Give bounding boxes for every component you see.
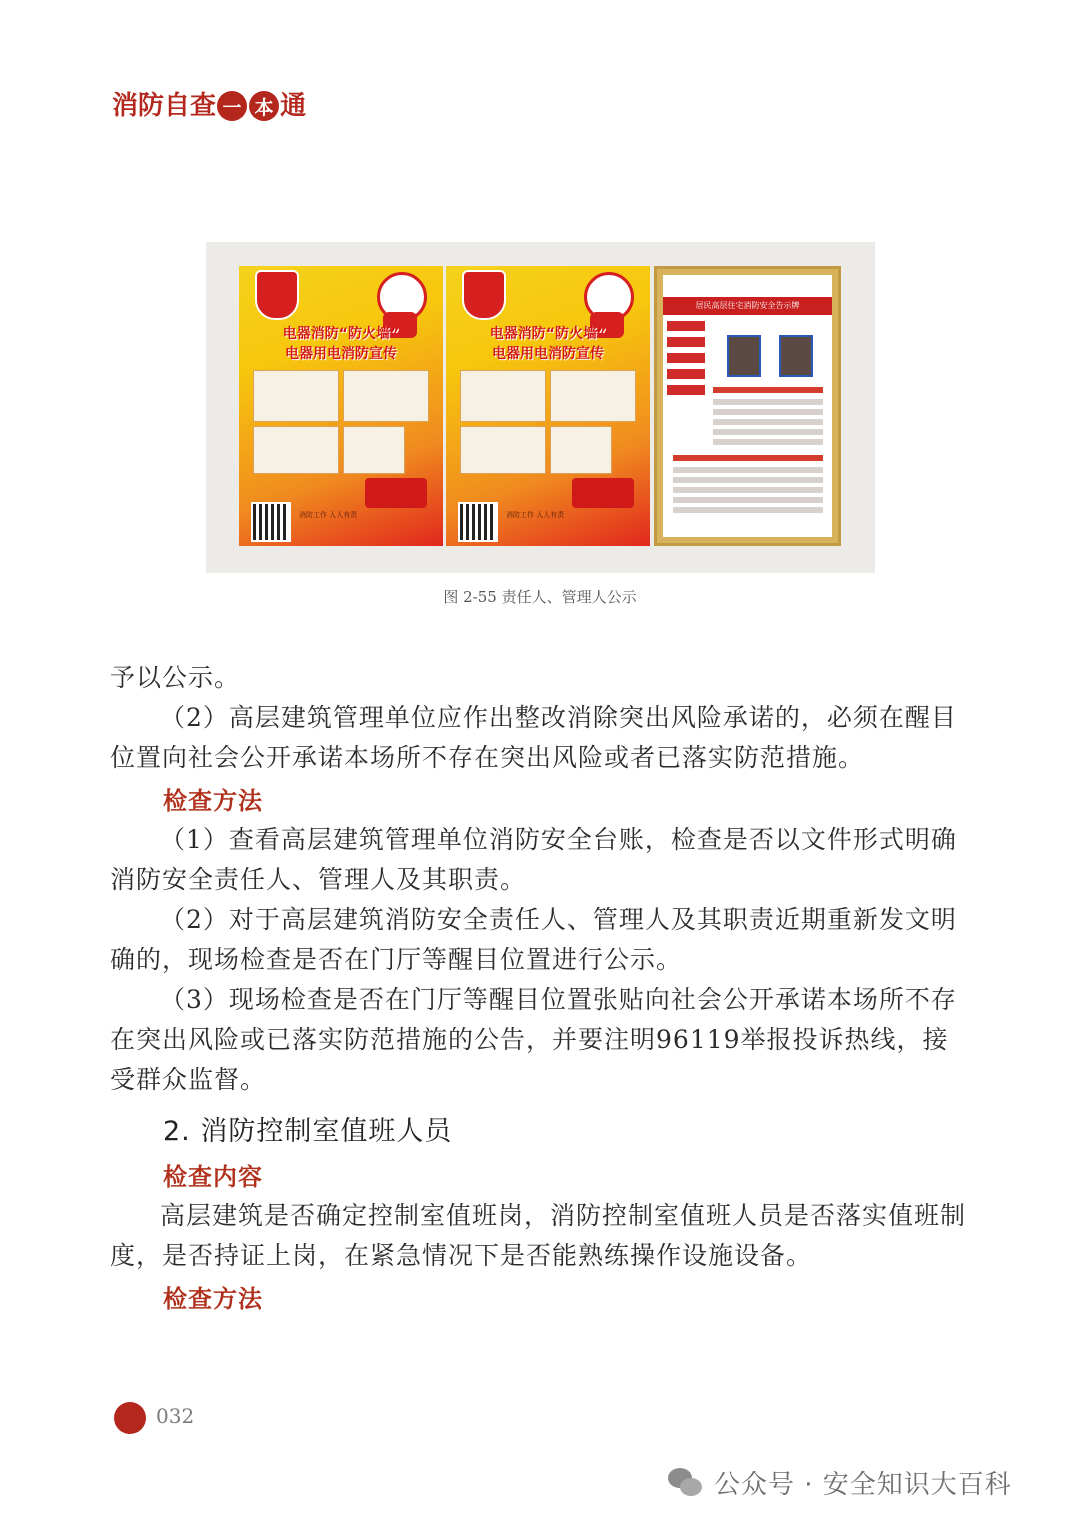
- board-text-line: [713, 409, 823, 415]
- board-text-line: [673, 497, 823, 503]
- book-title: [112, 90, 306, 122]
- poster-title-line2: 电器用电消防宣传: [285, 346, 397, 362]
- fire-poster: [239, 266, 443, 546]
- paragraph: （2）对于高层建筑消防安全责任人、管理人及其职责近期重新发文明确的，现场检查是否在门厅等醒目位置进行公示。: [110, 905, 957, 974]
- fire-poster: [446, 266, 650, 546]
- board-text-line: [673, 467, 823, 473]
- poster-title-line1: 电器消防“防火墙”: [489, 326, 607, 342]
- portrait-photo: [779, 335, 813, 377]
- paragraph: 予以公示。: [110, 663, 241, 692]
- qr-code-icon: [458, 502, 498, 542]
- board-text-line: [673, 487, 823, 493]
- section-heading: 检查方法: [163, 1285, 263, 1313]
- poster-illustration: [343, 370, 429, 422]
- poster-illustration: [550, 426, 612, 474]
- book-title-char: 查: [190, 91, 217, 121]
- poster-illustration: [253, 426, 339, 474]
- board-red-label: [673, 455, 823, 461]
- wechat-icon: [666, 1462, 706, 1502]
- page-number: 032: [156, 1404, 195, 1428]
- book-title-circle-char: 本: [249, 91, 279, 121]
- poster-illustration: [343, 426, 405, 474]
- watermark-text: 公众号 · 安全知识大百科: [714, 1469, 1012, 1500]
- firetruck-icon: [572, 478, 634, 508]
- poster-slogan: 消防工作 人人有责: [506, 511, 565, 519]
- board-text-line: [713, 429, 823, 435]
- board-red-label: [713, 387, 823, 393]
- board-label: [667, 321, 705, 331]
- qr-code-icon: [251, 502, 291, 542]
- board-text-line: [673, 477, 823, 483]
- notice-board: [654, 266, 841, 546]
- paragraph: 高层建筑是否确定控制室值班岗，消防控制室值班人员是否落实值班制度，是否持证上岗，在紧急情况下是否能熟练操作设施设备。: [110, 1201, 967, 1270]
- section-heading: 检查内容: [163, 1163, 263, 1191]
- poster-illustration: [460, 370, 546, 422]
- board-label: [667, 353, 705, 363]
- poster-illustration: [550, 370, 636, 422]
- board-label: [667, 337, 705, 347]
- paragraph: （3）现场检查是否在门厅等醒目位置张贴向社会公开承诺本场所不存在突出风险或已落实防范措施的公告，并要注明96119举报投诉热线，接受群众监督。: [110, 985, 957, 1094]
- board-label: [667, 369, 705, 379]
- book-title-circle-char: 一: [217, 91, 247, 121]
- book-title-char: 消: [112, 91, 139, 121]
- fire-badge-icon: [462, 270, 506, 320]
- figure-photo: [206, 242, 875, 573]
- section-heading: 检查方法: [163, 787, 263, 815]
- poster-title: [249, 324, 433, 364]
- poster-slogan: 消防工作 人人有责: [299, 511, 358, 519]
- page-marker-icon: [114, 1402, 146, 1434]
- board-label: [667, 385, 705, 395]
- firetruck-icon: [365, 478, 427, 508]
- poster-title-line1: 电器消防“防火墙”: [282, 326, 400, 342]
- portrait-photo: [727, 335, 761, 377]
- notice-board-inner: [663, 275, 832, 537]
- board-text-line: [713, 419, 823, 425]
- board-text-line: [713, 399, 823, 405]
- watermark: [666, 1462, 1012, 1502]
- board-text-line: [673, 507, 823, 513]
- paragraph: （1）查看高层建筑管理单位消防安全台账，检查是否以文件形式明确消防安全责任人、管理人及其职责。: [110, 825, 957, 894]
- book-title-char: 防: [138, 91, 165, 121]
- fire-badge-icon: [255, 270, 299, 320]
- paragraph: （2）高层建筑管理单位应作出整改消除突出风险承诺的，必须在醒目位置向社会公开承诺本场所不存在突出风险或者已落实防范措施。: [110, 703, 957, 772]
- subsection-title: 2. 消防控制室值班人员: [163, 1116, 453, 1147]
- book-title-char: 自: [164, 91, 191, 121]
- board-text-line: [713, 439, 823, 445]
- poster-illustration: [253, 370, 339, 422]
- notice-board-title: 居民高层住宅消防安全告示牌: [663, 297, 832, 315]
- book-title-char: 通: [280, 91, 307, 121]
- poster-title: [456, 324, 640, 364]
- poster-title-line2: 电器用电消防宣传: [492, 346, 604, 362]
- poster-illustration: [460, 426, 546, 474]
- figure-caption: 图 2-55 责任人、管理人公示: [443, 588, 637, 606]
